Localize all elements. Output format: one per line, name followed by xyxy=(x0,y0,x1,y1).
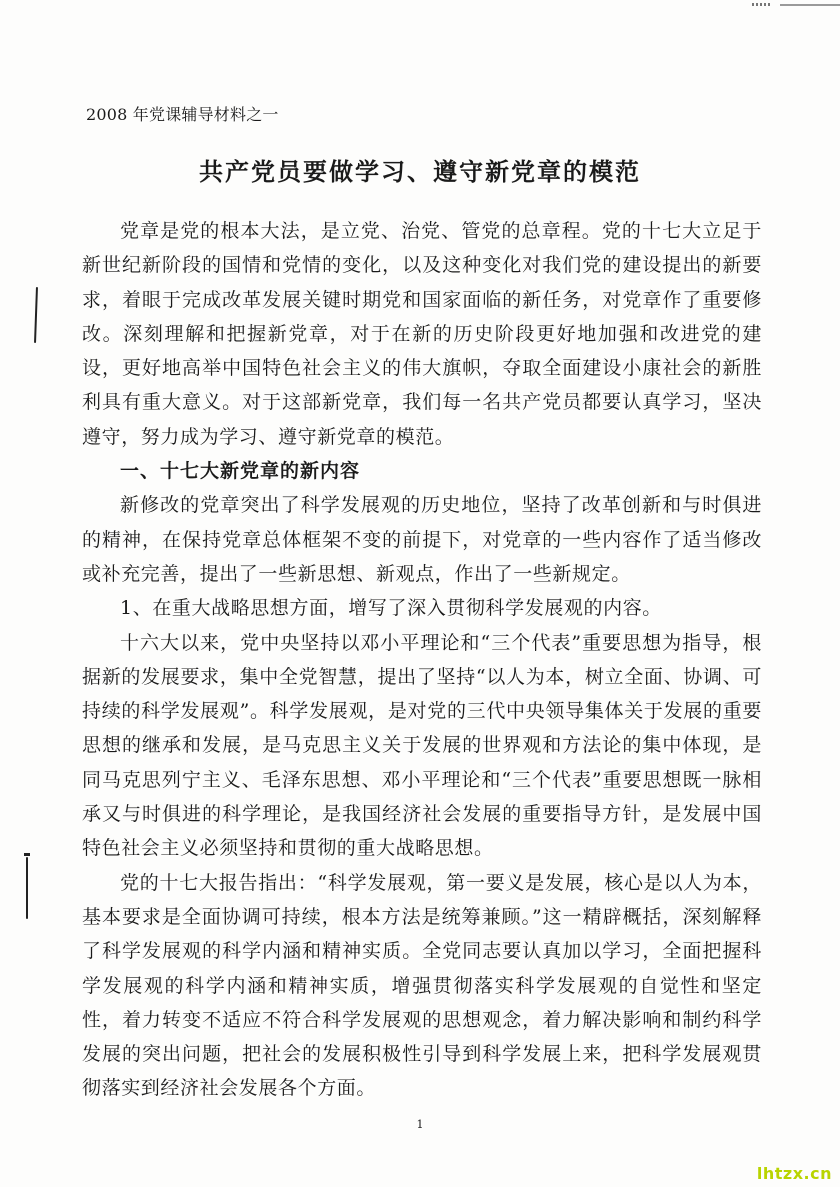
margin-mark xyxy=(34,287,38,343)
page-number: 1 xyxy=(416,1118,424,1131)
paragraph: 党的十七大报告指出：“科学发展观，第一要义是发展，核心是以人为本，基本要求是全面协调可持续，根本方法是统筹兼顾。”这一精辟概括，深刻解释了科学发展观的科学内涵和精神实质。全党同志要认真加以学习，全面把握科学发展观的科学内涵和精神实质，增强贯彻落实科学发展观的自觉性和坚定性，着力转变不适应不符合科学发展观的思想观念，着力解决影响和制约科学发展的突出问题，把社会的发展积极性引导到科学发展上来，把科学发展观贯彻落实到经济社会发展各个方面。 xyxy=(82,871,762,1100)
section-heading: 一、十七大新党章的新内容 xyxy=(120,460,361,483)
paragraph: 十六大以来，党中央坚持以邓小平理论和“三个代表”重要思想为指导，根据新的发展要求，集中全党智慧，提出了坚持“以人为本，树立全面、协调、可持续的科学发展观”。科学发展观，是对党的三代中央领导集体关于发展的重要思想的继承和发展，是马克思主义关于发展的世界观和方法论的集中体现，是同马克思列宁主义、毛泽东思想、邓小平理论和“三个代表”重要思想既一脉相承又与时俱进的科学理论，是我国经济社会发展的重要指导方针，是发展中国特色社会主义必须坚持和贯彻的重大战略思想。 xyxy=(82,631,762,860)
document-subtitle: 2008 年党课辅导材料之一 xyxy=(86,105,279,124)
scan-mark xyxy=(752,3,770,6)
paragraph: 党章是党的根本大法，是立党、治党、管党的总章程。党的十七大立足于新世纪新阶段的国情和党情的变化，以及这种变化对我们党的建设提出的新要求，着眼于完成改革发展关键时期党和国家面临的新任务，对党章作了重要修改。深刻理解和把握新党章，对于在新的历史阶段更好地加强和改进党的建设，更好地高举中国特色社会主义的伟大旗帜，夺取全面建设小康社会的新胜利具有重大意义。对于这部新党章，我们每一名共产党员都要认真学习，坚决遵守，努力成为学习、遵守新党章的模范。 xyxy=(82,220,762,448)
margin-mark xyxy=(26,857,28,919)
paragraph: 1、在重大战略思想方面，增写了深入贯彻科学发展观的内容。 xyxy=(120,597,662,620)
document-body xyxy=(82,214,762,1106)
watermark: lhtzx.cn xyxy=(756,1164,832,1183)
scan-edge-line xyxy=(780,4,840,6)
document-title: 共产党员要做学习、遵守新党章的模范 xyxy=(199,158,641,186)
paragraph: 新修改的党章突出了科学发展观的历史地位，坚持了改革创新和与时俱进的精神，在保持党章总体框架不变的前提下，对党章的一些内容作了适当修改或补充完善，提出了一些新思想、新观点，作出了一些新规定。 xyxy=(82,494,762,585)
